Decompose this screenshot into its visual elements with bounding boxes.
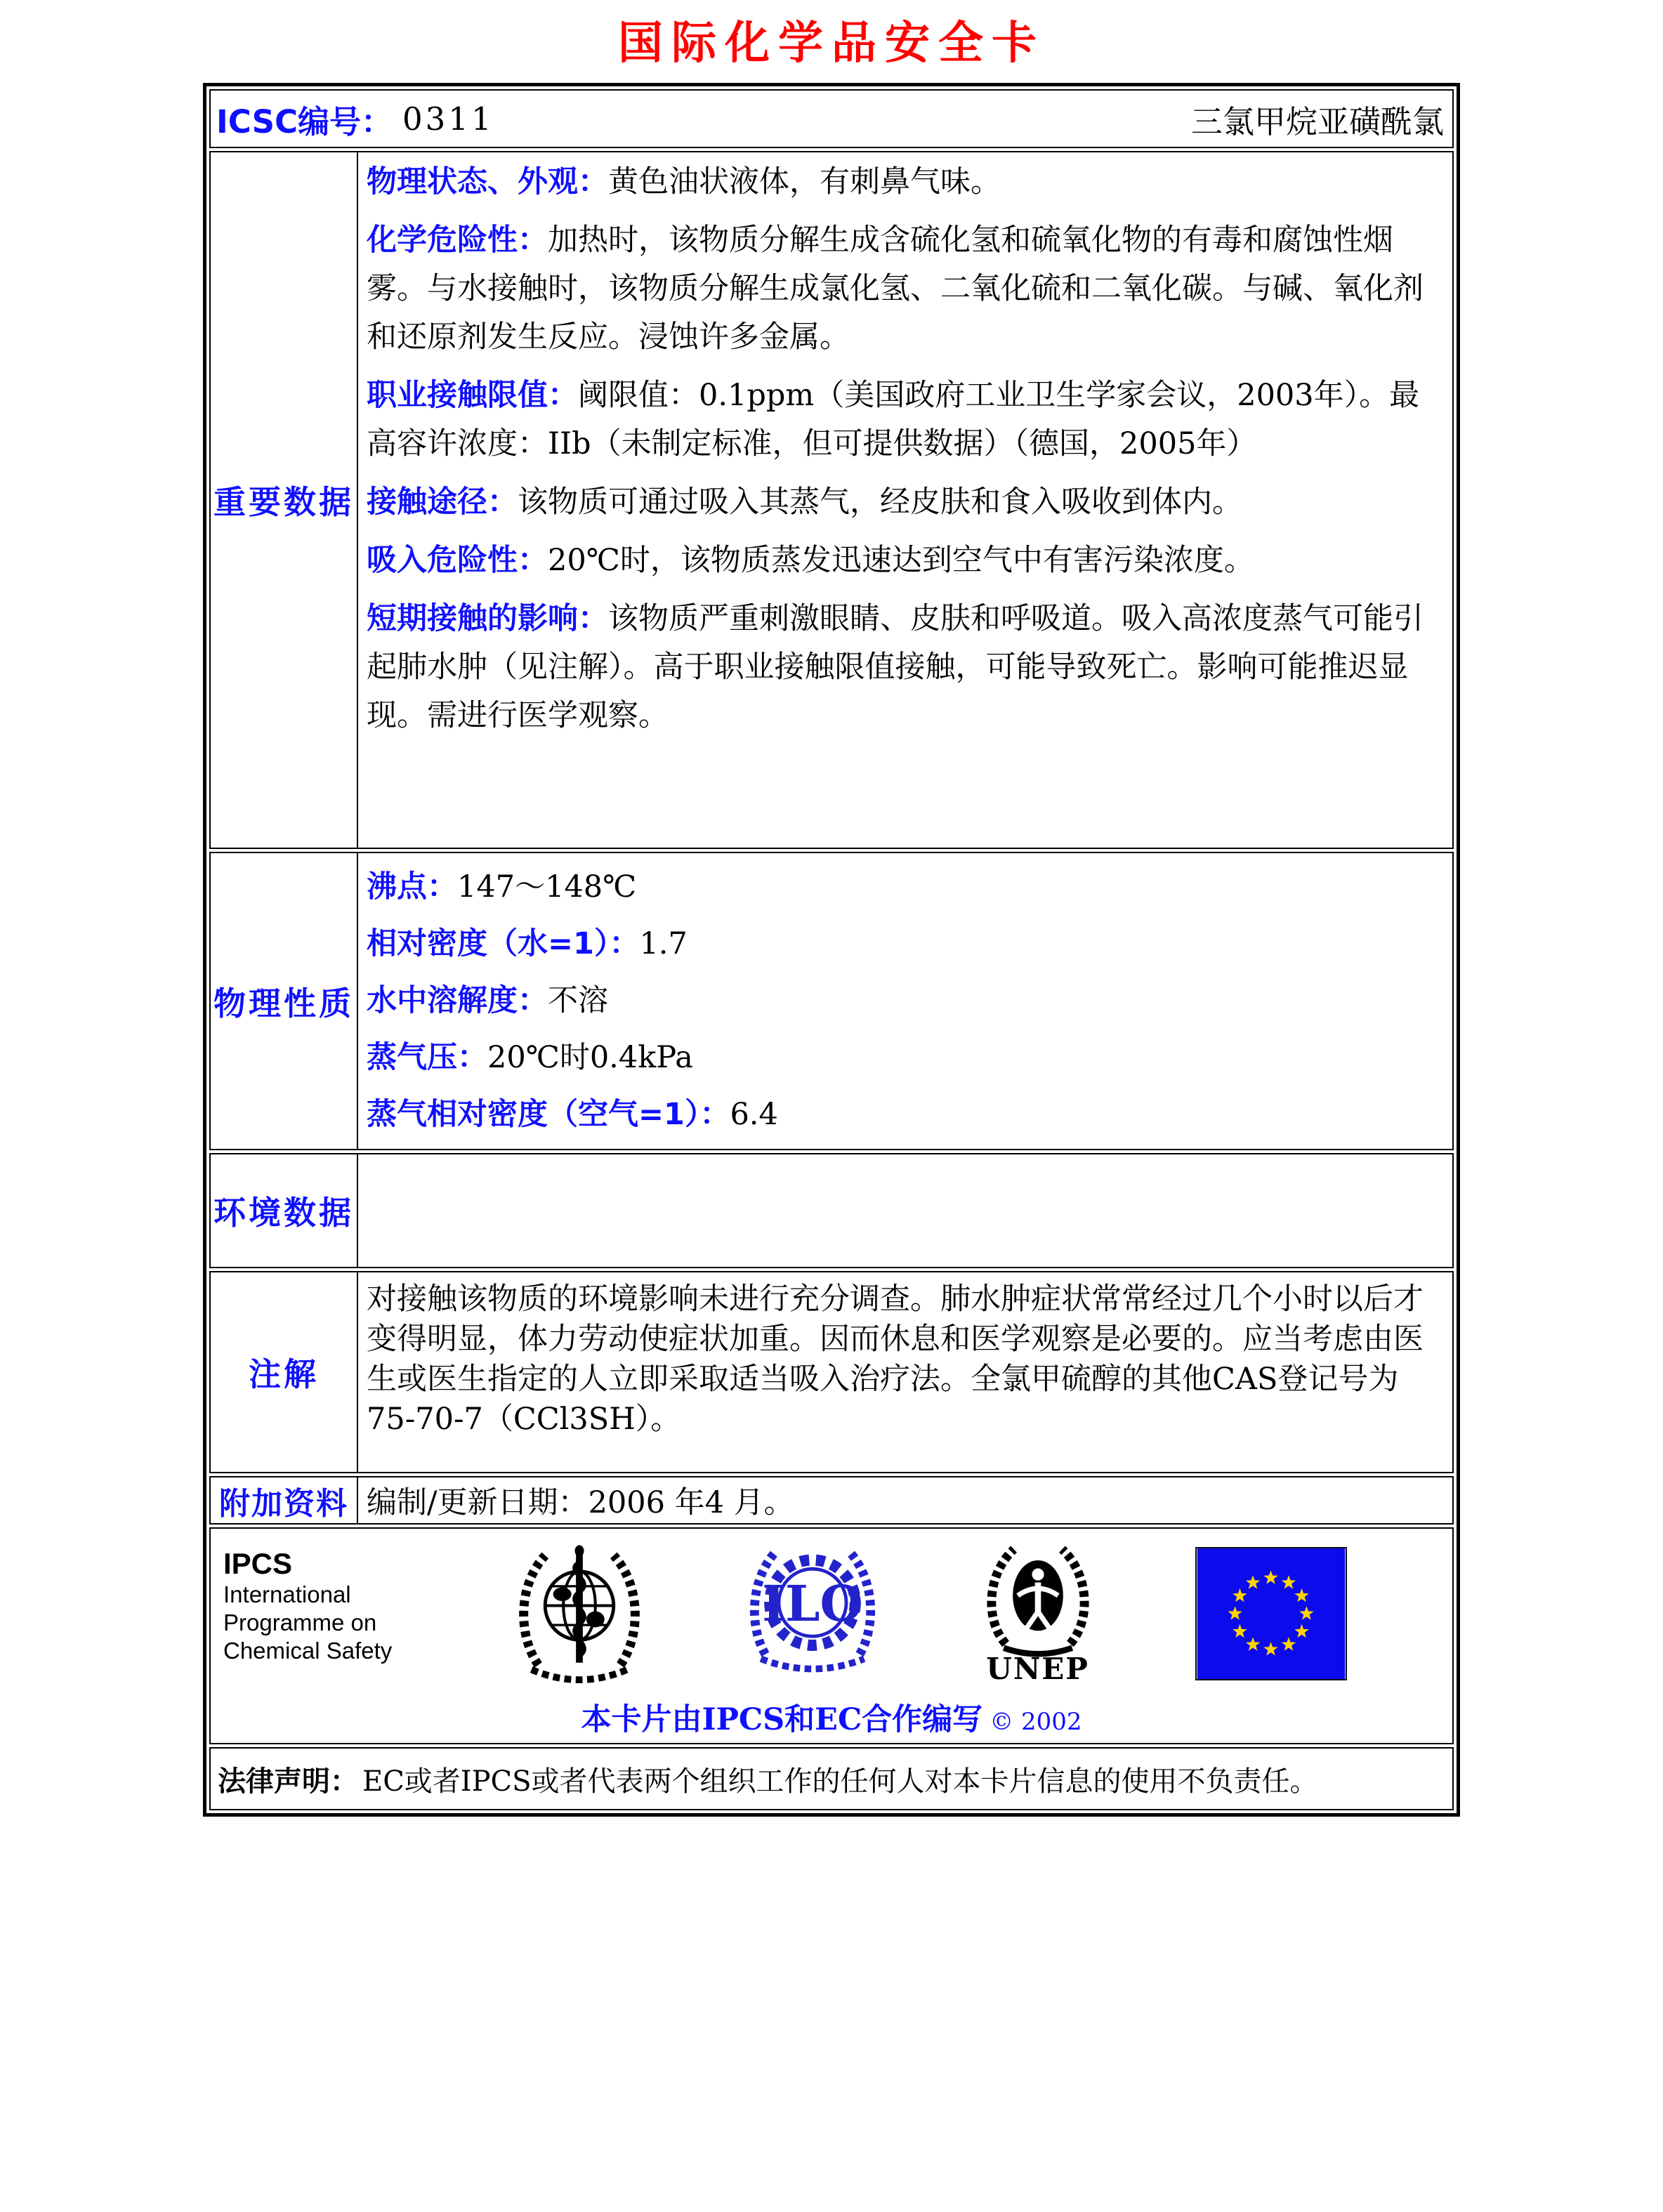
ilo-letters: ILO	[762, 1574, 863, 1633]
field-key: 蒸气压：	[367, 1040, 487, 1075]
field-key: 沸点：	[367, 869, 457, 904]
environmental-data-content	[358, 1154, 1452, 1267]
chemical-name: 三氯甲烷亚磺酰氯	[1190, 103, 1444, 140]
ipcs-line: International	[223, 1581, 351, 1607]
update-date-key: 编制/更新日期：	[367, 1485, 589, 1520]
field-key: 水中溶解度：	[367, 983, 548, 1018]
field-key: 相对密度（水=1）：	[367, 926, 640, 961]
field-value: 20℃时0.4kPa	[487, 1040, 693, 1075]
notes-content: 对接触该物质的环境影响未进行充分调查。肺水肿症状常常经过几个小时以后才变得明显，体力劳动使症状加重。因而休息和医学观察是必要的。应当考虑由医生或医生指定的人立即采取适当吸入治疗法。全氯甲硫醇的其他CAS登记号为75-70-7（CCl3SH）。	[367, 1282, 1424, 1437]
physical-property-item	[367, 1086, 1440, 1143]
logos-row	[209, 1527, 1454, 1744]
page-title: 国际化学品安全卡	[618, 18, 1045, 70]
unep-icon	[978, 1537, 1098, 1658]
field-key: 化学危险性：	[367, 223, 548, 258]
caption-text: 本卡片由IPCS和EC合作编写	[581, 1702, 983, 1737]
ipcs-text-block	[223, 1537, 413, 1665]
field-value: 加热时，该物质分解生成含硫化氢和硫氧化物的有毒和腐蚀性烟雾。与水接触时，该物质分解生成氯化氢、二氧化硫和二氧化碳。与碱、氧化剂和还原剂发生反应。浸蚀许多金属。	[367, 223, 1424, 355]
important-data-item	[367, 216, 1440, 362]
physical-property-item	[367, 859, 1440, 916]
additional-info-content	[358, 1477, 1452, 1523]
field-key: 职业接触限值：	[367, 378, 578, 413]
section-notes	[209, 1271, 1454, 1473]
who-icon	[511, 1537, 648, 1683]
section-label-important-data: 重要数据	[211, 152, 358, 848]
section-environmental-data	[209, 1153, 1454, 1268]
field-key: 短期接触的影响：	[367, 601, 608, 636]
ipcs-line: Chemical Safety	[223, 1638, 393, 1664]
who-logo	[511, 1537, 648, 1683]
physical-property-item	[367, 1029, 1440, 1086]
important-data-content	[358, 152, 1452, 848]
section-label-physical-properties: 物理性质	[211, 853, 358, 1149]
section-label-environmental-data: 环境数据	[211, 1154, 358, 1267]
ilo-icon	[745, 1537, 880, 1675]
logos-strip	[211, 1536, 1452, 1685]
field-value: 不溶	[548, 983, 608, 1018]
field-value: 该物质可通过吸入其蒸气，经皮肤和食入吸收到体内。	[518, 485, 1242, 520]
section-physical-properties	[209, 852, 1454, 1150]
field-key: 物理状态、外观：	[367, 164, 608, 199]
legal-label: 法律声明：	[218, 1765, 358, 1798]
section-additional-info	[209, 1476, 1454, 1525]
physical-property-item	[367, 916, 1440, 973]
update-date-value: 2006 年4 月。	[588, 1485, 794, 1520]
ipcs-line: Programme on	[223, 1609, 377, 1635]
important-data-item	[367, 536, 1440, 585]
eu-flag-icon	[1197, 1548, 1346, 1679]
eu-flag	[1195, 1547, 1347, 1680]
physical-properties-content	[358, 853, 1452, 1149]
legal-text: EC或者IPCS或者代表两个组织工作的任何人对本卡片信息的使用不负责任。	[362, 1765, 1318, 1798]
field-value: 6.4	[730, 1097, 778, 1132]
important-data-item	[367, 371, 1440, 468]
legal-row	[209, 1747, 1454, 1810]
field-value: 该物质严重刺激眼睛、皮肤和呼吸道。吸入高浓度蒸气可能引起肺水肿（见注解）。高于职业接触限值接触，可能导致死亡。影响可能推迟显现。需进行医学观察。	[367, 601, 1424, 733]
field-value: 1.7	[639, 926, 688, 961]
field-value: 黄色油状液体，有刺鼻气味。	[608, 164, 1001, 199]
ilo-logo	[745, 1537, 880, 1675]
icsc-number-value: 0311	[402, 100, 494, 138]
field-key: 蒸气相对密度（空气=1）：	[367, 1097, 730, 1132]
important-data-item	[367, 595, 1440, 740]
ipcs-acronym: IPCS	[223, 1547, 293, 1580]
field-key: 接触途径：	[367, 485, 518, 520]
section-label-notes: 注解	[211, 1272, 358, 1472]
important-data-item	[367, 158, 1440, 206]
unep-wordmark: UNEP	[986, 1652, 1089, 1686]
field-key: 吸入危险性：	[367, 543, 548, 578]
cooperation-caption	[211, 1696, 1452, 1739]
icsc-number-label: ICSC编号：	[216, 103, 393, 140]
header-row	[209, 89, 1454, 148]
physical-property-item	[367, 973, 1440, 1029]
field-value: 20℃时，该物质蒸发迅速达到空气中有害污染浓度。	[548, 543, 1254, 578]
icsc-number-group	[216, 96, 494, 142]
field-value: 147～148℃	[457, 869, 637, 904]
section-important-data	[209, 151, 1454, 849]
unep-logo	[978, 1537, 1098, 1685]
caption-copyright: © 2002	[990, 1708, 1082, 1736]
section-label-additional-info: 附加资料	[211, 1477, 358, 1523]
field-value: 阈限值：0.1ppm（美国政府工业卫生学家会议，2003年）。最高容许浓度：IIb（未制定标准，但可提供数据）（德国，2005年）	[367, 378, 1420, 461]
important-data-item	[367, 478, 1440, 527]
icsc-card	[203, 83, 1460, 1817]
